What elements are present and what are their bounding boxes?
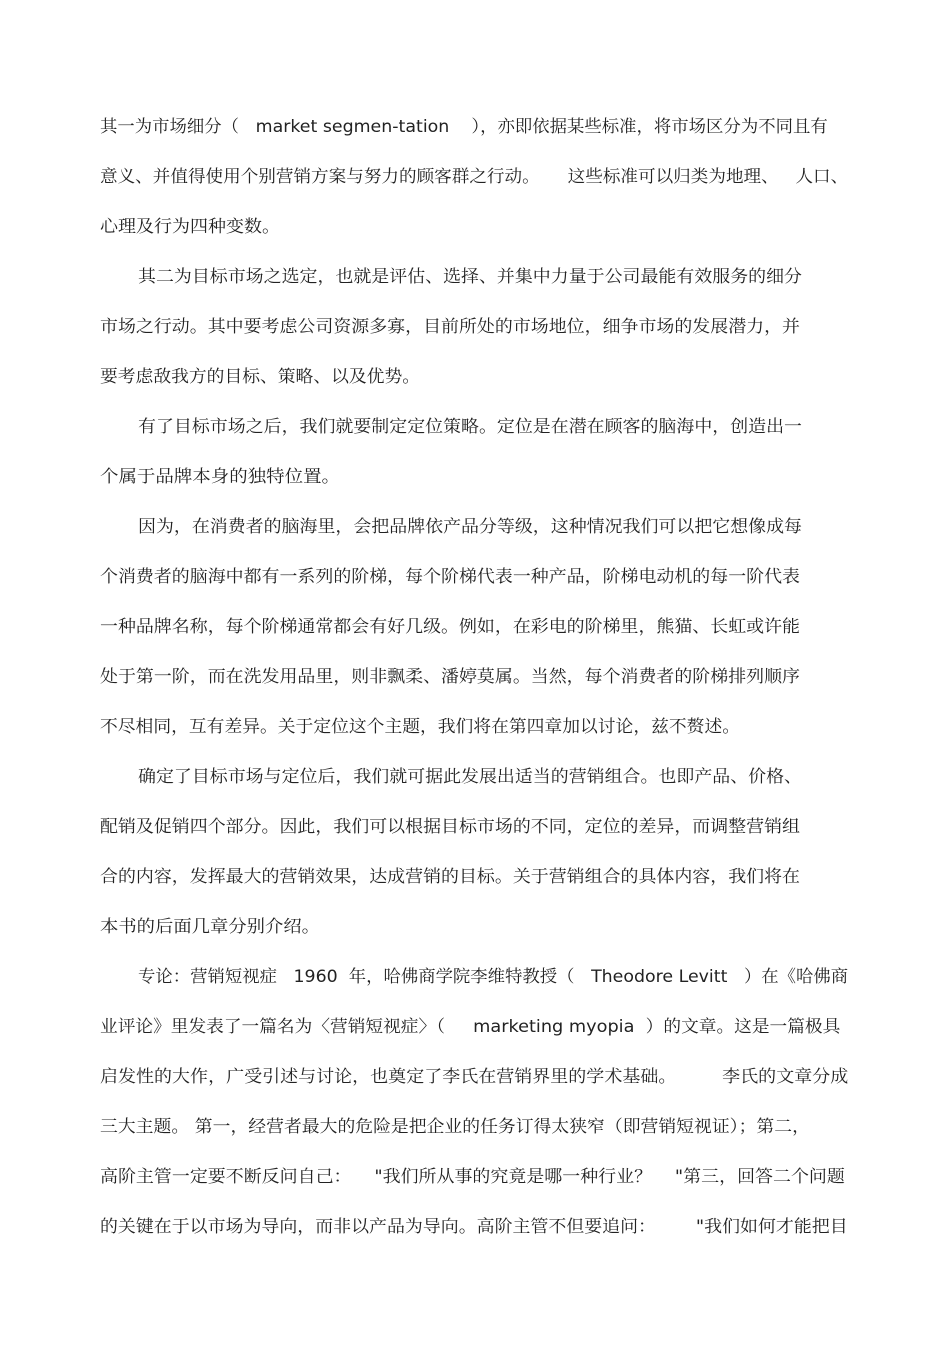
text-line: 高阶主管一定要不断反问自己： "我们所从事的究竟是哪一种行业？ "第三，回答二个问题	[100, 1167, 845, 1187]
text-line: 处于第一阶，而在洗发用品里，则非飘柔、潘婷莫属。当然，每个消费者的阶梯排列顺序	[100, 667, 801, 687]
text-line: 市场之行动。其中要考虑公司资源多寡，目前所处的市场地位，细争市场的发展潜力，并	[100, 317, 801, 337]
text-line: 个消费者的脑海中都有一系列的阶梯，每个阶梯代表一种产品，阶梯电动机的每一阶代表	[100, 567, 801, 587]
text-line: 专论：营销短视症 1960 年，哈佛商学院李维特教授（ Theodore Levitt ）在《哈佛商	[138, 967, 849, 987]
text-line: 启发性的大作，广受引述与讨论，也奠定了李氏在营销界里的学术基础。 李氏的文章分成	[100, 1067, 849, 1087]
text-line: 合的内容，发挥最大的营销效果，达成营销的目标。关于营销组合的具体内容，我们将在	[100, 867, 801, 887]
text-line: 三大主题。 第一，经营者最大的危险是把企业的任务订得太狭窄（即营销短视证）；第二，	[100, 1117, 810, 1137]
text-line: 意义、并值得使用个别营销方案与努力的顾客群之行动。 这些标准可以归类为地理、 人口、	[100, 167, 849, 187]
text-line: 一种品牌名称，每个阶梯通常都会有好几级。例如，在彩电的阶梯里，熊猫、长虹或许能	[100, 617, 801, 637]
text-line: 确定了目标市场与定位后，我们就可据此发展出适当的营销组合。也即产品、价格、	[138, 767, 802, 787]
text-line: 要考虑敌我方的目标、策略、以及优势。	[100, 367, 421, 387]
text-line: 其一为市场细分（ market segmen-tation ），亦即依据某些标准，将市场区分为不同且有	[100, 117, 828, 137]
text-line: 的关键在于以市场为导向，而非以产品为导向。高阶主管不但要追问： "我们如何才能把目	[100, 1217, 848, 1237]
text-line: 业评论》里发表了一篇名为〈营销短视症〉（ marketing myopia ）的文章。这是一篇极具	[100, 1017, 841, 1037]
text-line: 配销及促销四个部分。因此，我们可以根据目标市场的不同，定位的差异，而调整营销组	[100, 817, 801, 837]
text-line: 有了目标市场之后，我们就要制定定位策略。定位是在潜在顾客的脑海中，创造出一	[138, 417, 802, 437]
text-line: 个属于品牌本身的独特位置。	[100, 467, 340, 487]
text-line: 心理及行为四种变数。	[100, 217, 280, 237]
text-line: 不尽相同，互有差异。关于定位这个主题，我们将在第四章加以讨论，兹不赘述。	[100, 717, 741, 737]
text-line: 本书的后面几章分别介绍。	[100, 917, 320, 937]
text-line: 因为，在消费者的脑海里，会把品牌依产品分等级，这种情况我们可以把它想像成每	[138, 517, 802, 537]
text-line: 其二为目标市场之选定，也就是评估、选择、并集中力量于公司最能有效服务的细分	[138, 267, 802, 287]
